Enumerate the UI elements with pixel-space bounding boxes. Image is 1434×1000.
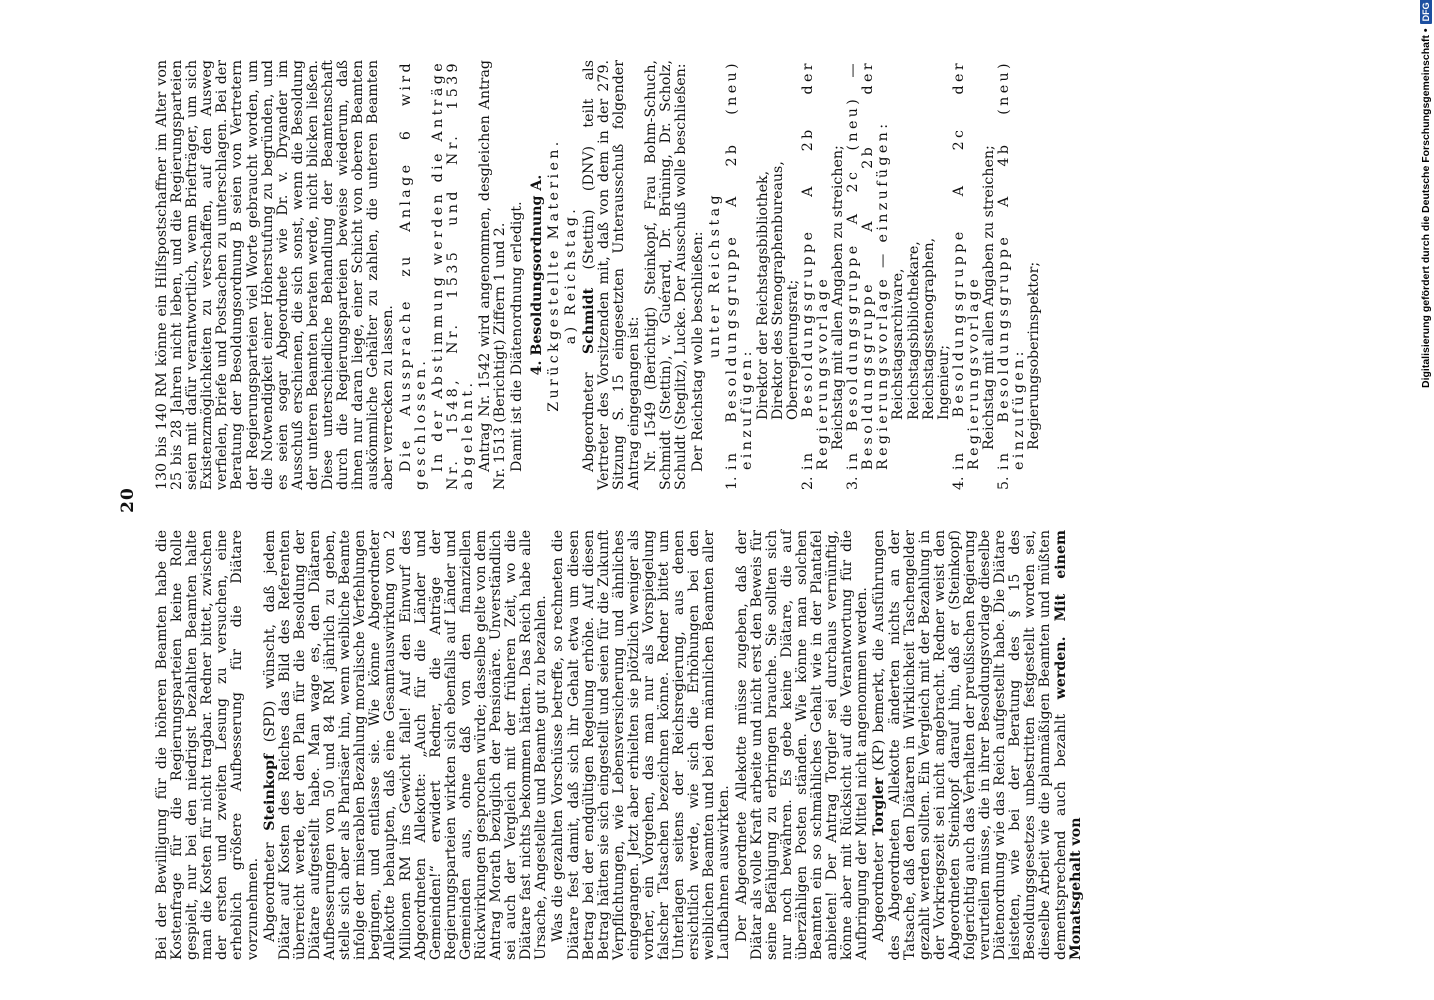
list-text: in Besoldungsgruppe A 4b (neu) einzufügen: [996, 60, 1028, 470]
paragraph: Die Aussprache zu Anlage 6 wird geschlossen. [397, 60, 429, 490]
sub-entry: Ingenieur; [935, 345, 952, 420]
text: Abgeordneter [261, 830, 278, 942]
list-number: 4. [950, 476, 967, 490]
list-item [846, 60, 891, 490]
speaker-name: Schmidt [580, 287, 597, 354]
list-text: in Besoldungsgruppe A 2c (neu) — Besoldungsgruppe A 2b der Regierungsvorlage — einzufügen: [845, 60, 892, 470]
list-number: 2. [799, 476, 816, 490]
paragraph: Bei der Bewilligung für die höheren Beamten habe die Kostenfrage für die Regierungsparteien keine Rolle gespielt, nur bei den niedrigst bezahlten Beamten halte man die Kosten für nicht tragbar. Redner bittet, zwischen der ersten und zweiten Lesung zu versuchen, eine erheblich größere Aufbesserung für die Diätare vorzunehmen. [154, 530, 261, 960]
list-text: in Besoldungsgruppe A 2b (neu) einzufügen: [724, 60, 756, 470]
subheading: a) Reichstag. [563, 205, 580, 345]
paragraph [263, 530, 550, 960]
list-number: 1. [724, 476, 741, 490]
sub-entry: Reichstag mit allen Angaben zu streichen; [980, 145, 997, 450]
page-number: 20 [118, 487, 138, 513]
subheading: unter Reichstag [707, 192, 724, 358]
sub-entry: Reichstagsarchivare, [890, 268, 907, 420]
funding-banner [1412, 2, 1434, 388]
paragraph: Nr. 1549 (Berichtigt) Steinkopf, Frau Bohm-Schuch, Schmidt (Stettin), v. Guérard, Dr. Brüning, Dr. Scholz, Schuldt (Steglitz), Lucke. Der Ausschuß wolle beschließen: [642, 60, 690, 490]
document-page [117, 40, 1317, 960]
list-item [801, 60, 831, 490]
text: werden. Mit einem Monatsgehalt von [1052, 529, 1084, 960]
list-number: 5. [996, 476, 1013, 490]
speaker-name: Torgler [871, 777, 888, 836]
paragraph: Der Abgeordnete Allekotte müsse zugeben, daß der Diätar als volle Kraft arbeite und nicht erst den Beweis für seine Befähigung zu erbringen brauche. Sie sollten sich nur noch bewähren. Es gebe keine Diätare, die auf überzähligen Posten ständen. Wie könne man solchen Beamten ein so schmähliches Gehalt wie in der Plantafel anbieten! Der Antrag Torgler sei durchaus vernünftig, könne aber mit Rücksicht auf die Verantwortung für die Aufbringung der Mittel nicht angenommen werden. [733, 530, 871, 960]
section-heading: 4. Besoldungsordnung A. [529, 174, 546, 376]
list-text: in Besoldungsgruppe A 2b der Regierungsvorlage [799, 60, 831, 470]
paragraph: Was die gezahlten Vorschüsse betreffe, so rechneten die Diätare fest damit, daß sich ihr Gehalt etwa um diesen Betrag bei der endgültigen Regelung erhöhe. Auf diesen Betrag hätten sie sich eingestellt und seien für die Zukunft Verpflichtungen, wie Lebensversicherung und ähnliches eingegangen. Jetzt aber erhielten sie plötzlich weniger als vorher, ein Vorgehen, das man nur als Vorspiegelung falscher Tatsachen bezeichnen könne. Redner bittet um Unterlagen seitens der Reichsregierung, aus denen ersichtlich werde, wie sich die Erhöhungen bei den weiblichen Beamten und bei den männlichen Beamten aller Laufbahnen auswirkten. [550, 530, 733, 960]
text: (Stettin) (DNV) teilt als Vertreter des Vorsitzenden mit, daß von dem in der 279. Sitzung S. 15 eingesetzten Unterausschuß folgender Antrag eingegangen ist: [580, 60, 642, 490]
sub-entry: Direktor des Stenographenbureaus, [769, 161, 786, 420]
sub-entry: Reichstag mit allen Angaben zu streichen; [830, 145, 847, 450]
dfg-logo: DFG [1420, 0, 1432, 24]
list-number: 3. [845, 476, 862, 490]
sub-entry: Oberregierungsrat; [784, 279, 801, 420]
sub-entry: Reichstagsbibliothekare, [905, 241, 922, 420]
list-item [725, 60, 755, 490]
paragraph [872, 530, 1083, 960]
list-item [997, 60, 1027, 490]
paragraph: Damit ist die Diätenordnung erledigt. [509, 201, 526, 472]
banner-text: Digitalisierung gefördert durch die Deutsche Forschungsgemeinschaft • [1420, 28, 1432, 388]
text: Abgeordneter [580, 353, 597, 472]
right-column [155, 60, 1042, 490]
paragraph: 130 bis 140 RM könne ein Hilfspostschaffner im Alter von 25 bis 28 Jahren nicht leben, und die Regierungsparteien seien mit dafür verantwortlich, wenn Briefträger, um sich Existenzmöglichkeiten zu verschaffen, auf den Ausweg verfielen, Briefe und Postsachen zu unterschlagen. Bei der Beratung der Besoldungsordnung B seien von Vertretern der Regierungsparteien viel Worte gebraucht worden, um die Notwendigkeit einer Höherstufung zu begründen, und es seien sogar Abgeordnete wie Dr. v. Dryander im Ausschuß erschienen, die sich sonst, wenn die Besoldung der unteren Beamten beraten werde, nicht blicken ließen. Diese unterschiedliche Behandlung der Beamtenschaft durch die Regierungsparteien beweise wiederum, daß ihnen nur daran liege, einer Schicht von oberen Beamten auskömmliche Gehälter zu zahlen, die unteren Beamten aber verrecken zu lassen. [154, 60, 397, 490]
text: (SPD) wünscht, daß jedem Diätar auf Kosten des Reiches das Bild des Referenten überreicht werde, der den Plan für die Besoldung der Diätare aufgestellt habe. Man wage es, den Diätaren Aufbesserungen von 50 und 84 RM jährlich zu geben, stelle sich aber als Pharisäer hin, wenn weibliche Beamte infolge der miserablen Bezahlung moralische Verfehlungen begingen, und entlasse sie. Wie könne Abgeordneter Allekotte behaupten, daß eine Gesamtauswirkung von 2 Millionen RM ins Gewicht falle! Auf den Einwurf des Abgeordneten Allekotte: „Auch für die Länder und Gemeinden!“ erwidert Redner, die Anträge der Regierungsparteien wirkten sich ebenfalls auf Länder und Gemeinden aus, ohne daß von den finanziellen Rückwirkungen gesprochen würde; dasselbe gelte von dem Antrag Morath bezüglich der Pensionäre. Unverständlich sei auch der Vergleich mit der früheren Zeit, wo die Diätare fast nichts bekommen hätten. Das Reich habe alle Ursache, Angestellte und Beamte gut zu bezahlen. [261, 530, 550, 960]
paragraph: Antrag Nr. 1542 wird angenommen, desgleichen Antrag Nr. 1513 (Berichtigt) Ziffern 1 und 2. [476, 60, 509, 490]
left-column [155, 530, 1086, 960]
subheading: Zurückgestellte Materien. [546, 138, 563, 412]
speaker-name: Steinkopf [261, 753, 278, 831]
paragraph: In der Abstimmung werden die Anträge Nr. 1548, Nr. 1535 und Nr. 1539 abgelehnt. [429, 60, 476, 490]
sub-entry: Regierungsoberinspektor; [1026, 261, 1043, 450]
text: (KP) bemerkt, die Ausführungen des Abgeordneten Allekotte änderten nichts an der Tatsache, daß den Diätaren in Wirklichkeit Taschengelder gezahlt werden sollten. Ein Vergleich mit der Bezahlung in der Vorkriegszeit sei nicht angebracht. Redner weist den Abgeordneten Steinkopf darauf hin, daß er (Steinkopf) folgerichtig auch das Verhalten der preußischen Regierung verurteilen müsse, die in ihrer Besoldungsvorlage dieselbe Diätenordnung wie das Reich aufgestellt habe. Die Diätare leisteten, wie bei der Beratung des § 15 des Besoldungsgesetzes unbestritten festgestellt worden sei, dieselbe Arbeit wie die planmäßigen Beamten und müßten dementsprechend auch bezahlt [871, 530, 1069, 960]
sub-entry: Reichstagsstenographen, [920, 237, 937, 420]
paragraph: Der Reichstag wolle beschließen: [690, 231, 707, 472]
list-text: in Besoldungsgruppe A 2c der Regierungsvorlage [950, 60, 982, 470]
paragraph [582, 60, 642, 490]
sub-entry: Direktor der Reichstagsbibliothek, [754, 170, 771, 420]
list-item [952, 60, 982, 490]
text: Abgeordneter [871, 835, 888, 942]
